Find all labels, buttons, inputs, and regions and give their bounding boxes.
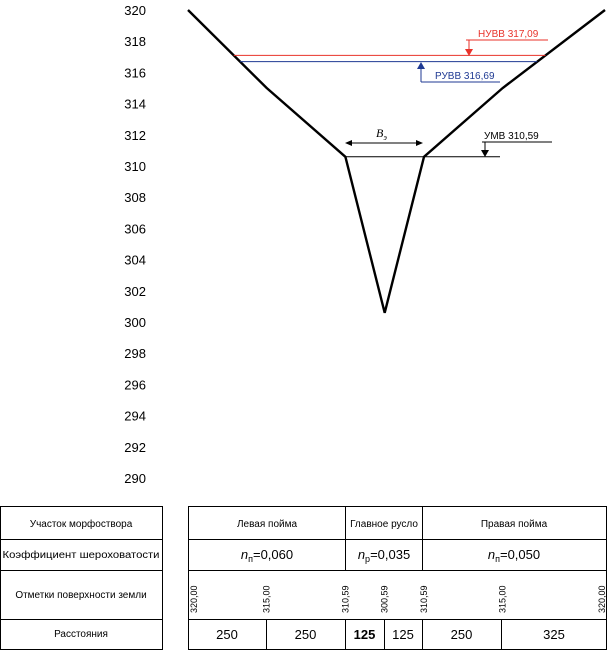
row-header-section: Участок морфоствора: [29, 519, 133, 530]
distance-value: 250: [294, 627, 317, 642]
y-tick-label: 312: [124, 127, 146, 143]
distances: [216, 627, 565, 642]
ruvv-arrow-icon: [417, 62, 425, 69]
roughness-left: $n_п=0,060$: [240, 547, 294, 564]
section-main-channel: Главное русло: [350, 519, 418, 530]
y-tick-label: 294: [124, 408, 146, 424]
y-tick-label: 314: [124, 96, 146, 112]
y-tick-label: 304: [124, 252, 146, 268]
ruvv-label: РУВВ 316,69: [435, 71, 495, 82]
distance-value: 325: [543, 627, 565, 642]
y-tick-label: 318: [124, 34, 146, 50]
ground-elevation-label: 300,59: [379, 585, 390, 613]
row-header-elevations: Отметки поверхности земли: [15, 590, 147, 601]
width-arrow-right-icon: [416, 140, 423, 146]
y-tick-label: 308: [124, 190, 146, 206]
distance-value: 125: [392, 627, 414, 642]
y-tick-label: 306: [124, 221, 146, 237]
y-axis-ticks: [124, 3, 146, 486]
ground-elevation-label: 315,00: [497, 585, 508, 613]
width-arrow-left-icon: [345, 140, 352, 146]
row-header-distances: Расстояния: [54, 629, 108, 640]
roughness-channel: $n_р=0,035$: [357, 547, 411, 564]
y-tick-label: 320: [124, 3, 146, 18]
section-left-floodplain: Левая пойма: [236, 519, 298, 530]
ground-elevation-label: 315,00: [261, 585, 272, 613]
roughness-right: $n_п=0,050$: [487, 547, 541, 564]
y-tick-label: 298: [124, 346, 146, 362]
section-right-floodplain: Правая пойма: [480, 519, 548, 530]
ground-elevation-label: 320,00: [597, 585, 607, 613]
width-label: $B_э$: [376, 126, 387, 142]
y-tick-label: 302: [124, 283, 146, 299]
umv-arrow-icon: [481, 150, 489, 157]
y-tick-label: 300: [124, 315, 146, 330]
row-header-roughness: Коэффициент шероховатости: [2, 550, 142, 561]
distance-value: 125: [353, 627, 376, 642]
ground-elevation-label: 320,00: [189, 585, 199, 613]
y-tick-label: 316: [124, 65, 146, 81]
y-tick-label: 310: [124, 159, 146, 174]
ground-elevation-label: 310,59: [419, 585, 430, 613]
distance-value: 250: [216, 627, 238, 642]
y-tick-label: 290: [124, 471, 146, 486]
y-tick-label: 292: [124, 439, 146, 455]
distance-value: 250: [450, 627, 473, 642]
umv-label: УМВ 310,59: [484, 131, 539, 142]
ground-elevations: [189, 585, 607, 613]
y-tick-label: 296: [124, 377, 146, 393]
ground-elevation-label: 310,59: [340, 585, 351, 613]
nuvv-label: НУВВ 317,09: [478, 29, 539, 40]
